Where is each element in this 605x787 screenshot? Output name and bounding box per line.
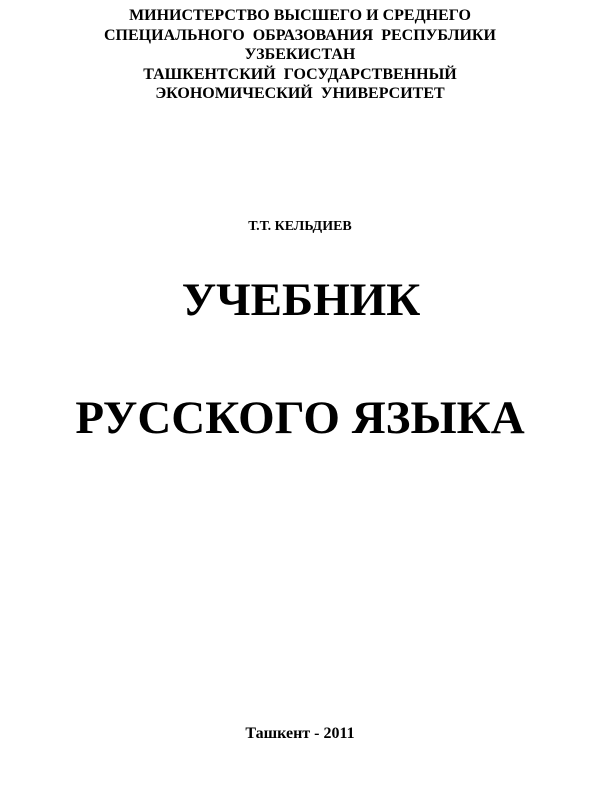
header-line-university-type: ЭКОНОМИЧЕСКИЙ УНИВЕРСИТЕТ bbox=[155, 85, 445, 102]
author-name: Т.Т. КЕЛЬДИЕВ bbox=[248, 219, 352, 234]
book-title-line-1: УЧЕБНИК bbox=[181, 274, 421, 326]
book-title-line-2: РУССКОГО ЯЗЫКА bbox=[75, 392, 525, 444]
header-line-ministry: МИНИСТЕРСТВО ВЫСШЕГО И СРЕДНЕГО bbox=[129, 7, 471, 24]
header-line-university: ТАШКЕНТСКИЙ ГОСУДАРСТВЕННЫЙ bbox=[143, 65, 457, 83]
header-line-education: СПЕЦИАЛЬНОГО ОБРАЗОВАНИЯ РЕСПУБЛИКИ bbox=[104, 26, 496, 44]
publication-place-year: Ташкент - 2011 bbox=[245, 725, 355, 742]
institution-header bbox=[0, 6, 600, 104]
header-line-country: УЗБЕКИСТАН bbox=[244, 46, 356, 63]
